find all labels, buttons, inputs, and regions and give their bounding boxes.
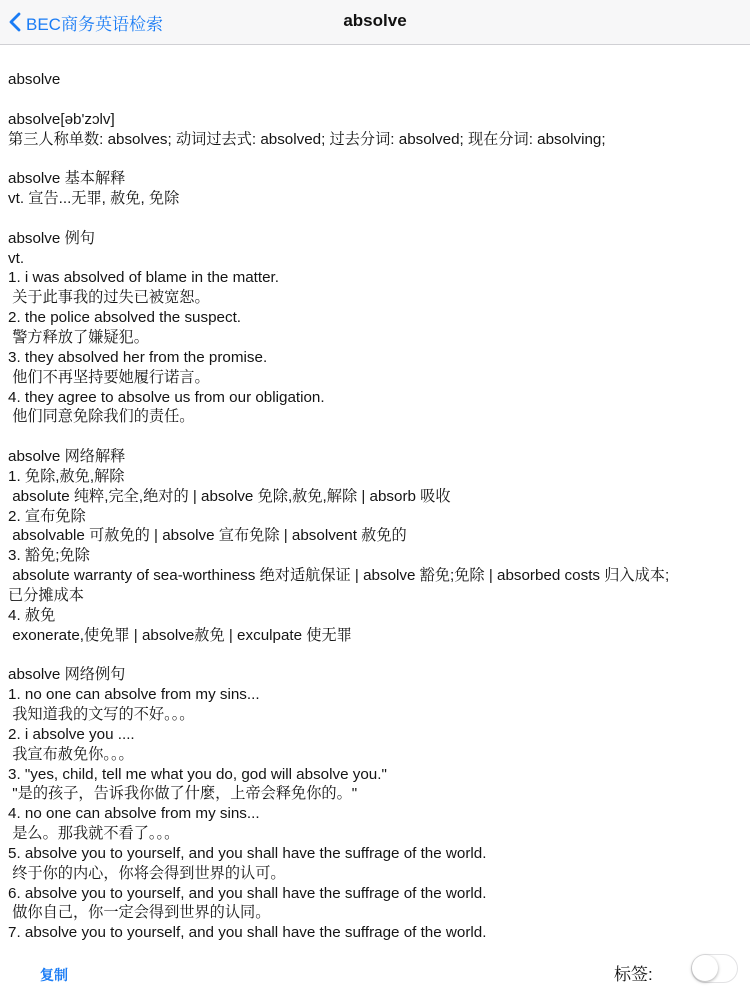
entry-line: 4. no one can absolve from my sins... <box>8 805 260 823</box>
entry-line: 是么。那我就不看了。。。 <box>8 825 180 843</box>
entry-line: 终于你的内心，你将会得到世界的认可。 <box>8 864 286 882</box>
entry-line: 1. 免除,赦免,解除 <box>8 467 125 485</box>
entry-line: vt. <box>8 249 25 267</box>
entry-line: absolve <box>8 71 61 88</box>
tag-label: 标签: <box>614 965 653 984</box>
blank-line <box>8 645 744 665</box>
back-button-label: BEC商务英语检索 <box>26 14 163 34</box>
blank-line <box>8 209 744 229</box>
entry-line: 2. i absolve you .... <box>8 725 135 743</box>
entry-line: 4. they agree to absolve us from our obligation. <box>8 388 325 406</box>
entry-line: 6. absolve you to yourself, and you shall have the suffrage of the world. <box>8 884 487 902</box>
blank-line <box>8 149 744 169</box>
entry-line: 5. absolve you to yourself, and you shall have the suffrage of the world. <box>8 844 487 862</box>
bottom-toolbar <box>0 950 750 1000</box>
entry-line: "是的孩子，告诉我你做了什麼，上帝会释免你的。" <box>8 785 358 803</box>
entry-line: 3. they absolved her from the promise. <box>8 348 268 366</box>
entry-line: 2. the police absolved the suspect. <box>8 309 242 327</box>
entry-line: 7. absolve you to yourself, and you shall have the suffrage of the world. <box>8 924 487 942</box>
entry-line: 已分摊成本 <box>8 586 84 604</box>
entry-line: 1. i was absolved of blame in the matter. <box>8 269 279 287</box>
entry-line: 2. 宣布免除 <box>8 507 86 525</box>
entry-line: absolve 网络例句 <box>8 666 126 684</box>
entry-line: 4. 赦免 <box>8 606 56 624</box>
entry-content[interactable] <box>8 70 744 946</box>
blank-line <box>8 427 744 447</box>
entry-line: vt. 宣告...无罪, 赦免, 免除 <box>8 190 180 208</box>
entry-line: absolve[əb'zɔlv] <box>8 110 115 128</box>
entry-line: 做你自己，你一定会得到世界的认同。 <box>8 904 271 922</box>
entry-line: exonerate,使免罪 | absolve赦免 | exculpate 使无罪 <box>8 626 352 644</box>
entry-line: absolute 纯粹,完全,绝对的 | absolve 免除,赦免,解除 | absorb 吸收 <box>8 487 451 505</box>
page-title: absolve <box>343 11 407 30</box>
entry-line: 第三人称单数: absolves; 动词过去式: absolved; 过去分词: absolved; 现在分词: absolving; <box>8 130 606 148</box>
entry-line: 3. "yes, child, tell me what you do, god will absolve you." <box>8 765 387 783</box>
entry-line: absolute warranty of sea-worthiness 绝对适航保证 | absolve 豁免;免除 | absorbed costs 归入成本; <box>8 567 670 585</box>
entry-line: absolvable 可赦免的 | absolve 宣布免除 | absolvent 赦免的 <box>8 527 407 545</box>
entry-line: 关于此事我的过失已被宽恕。 <box>8 289 210 307</box>
copy-button[interactable]: 复制 <box>40 967 68 983</box>
entry-line: 我知道我的文写的不好。。。 <box>8 706 195 723</box>
entry-line: absolve 网络解释 <box>8 448 126 466</box>
tag-toggle[interactable] <box>691 954 738 983</box>
navigation-bar <box>0 0 750 45</box>
entry-text <box>8 70 744 943</box>
entry-line: 警方释放了嫌疑犯。 <box>8 328 149 346</box>
entry-line: 1. no one can absolve from my sins... <box>8 686 260 704</box>
blank-line <box>8 90 744 110</box>
entry-line: 3. 豁免;免除 <box>8 547 90 565</box>
entry-line: 我宣布赦免你。。。 <box>8 745 134 763</box>
entry-line: absolve 例句 <box>8 229 95 247</box>
entry-line: 他们同意免除我们的责任。 <box>8 408 195 426</box>
entry-line: 他们不再坚持要她履行诺言。 <box>8 368 210 386</box>
toggle-knob <box>692 955 718 981</box>
entry-line: absolve 基本解释 <box>8 170 126 188</box>
